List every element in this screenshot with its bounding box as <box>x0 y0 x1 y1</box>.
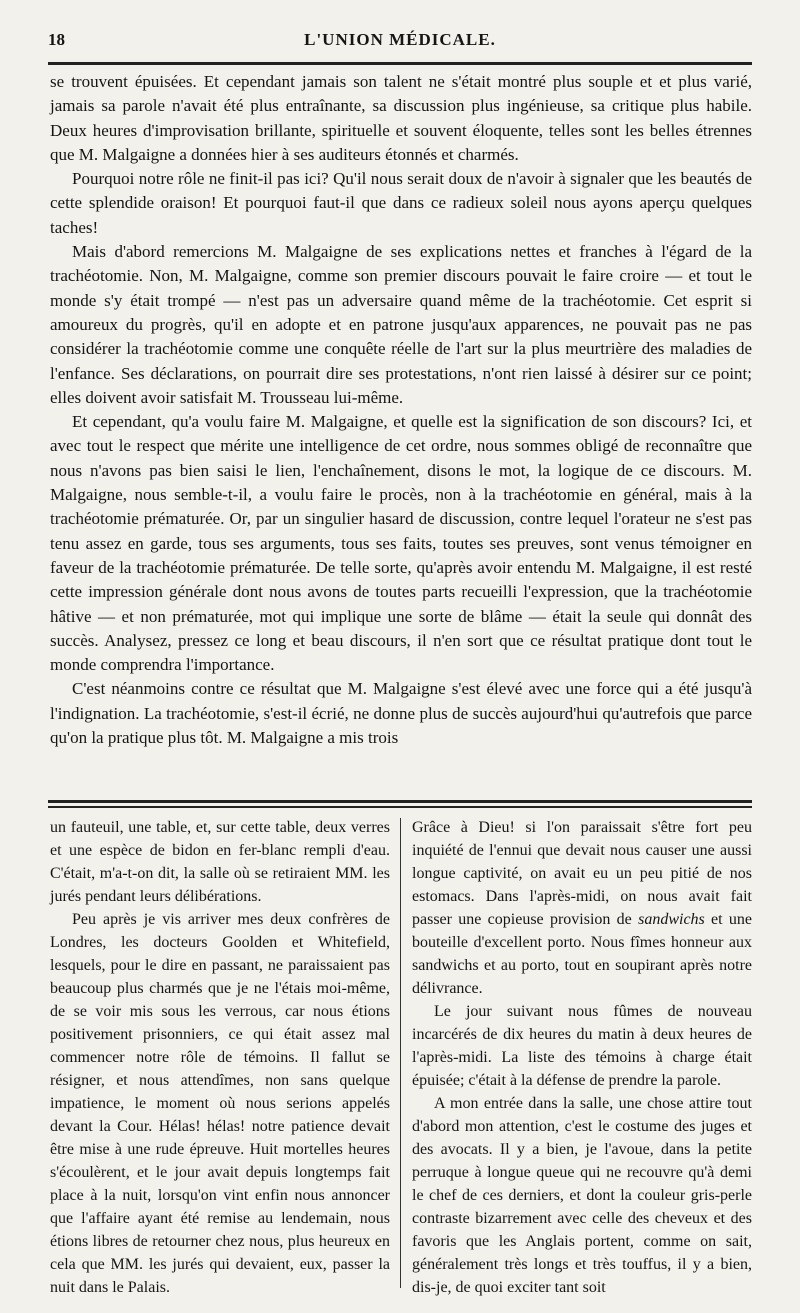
text-run: et une bouteille d'excellent porto. Nous fîmes honneur aux sandwichs et au porto, tout en soupirant après notre délivrance. <box>412 911 753 997</box>
article-paragraph: Mais d'abord remercions M. Malgaigne de ses explications nettes et franches à l'égard de la trachéotomie. Non, M. Malgaigne, comme son premier discours pouvait le faire croire — et tout le monde s'y était trompé — n'est pas un adversaire quand même de la trachéotomie. Cet esprit si amoureux du progrès, qu'il en adopte et en patrone jusqu'aux apparences, ne pouvait pas ne pas considérer la trachéotomie comme une conquête réelle de l'art sur la plus meurtrière des maladies de l'enfance. Ses déclarations, on pourrait dire ses protestations, n'ont rien laissé à désirer sur ce point; elles doivent avoir satisfait M. Trousseau lui-même. <box>50 242 752 407</box>
feuilleton-paragraph: Le jour suivant nous fûmes de nouveau incarcérés de dix heures du matin à deux heures de l'après-midi. La liste des témoins à charge était épuisée; c'était à la défense de prendre la parole. <box>412 1003 752 1089</box>
journal-title: L'UNION MÉDICALE. <box>304 30 496 49</box>
article-paragraph: se trouvent épuisées. Et cependant jamais son talent ne s'était montré plus souple et et plus varié, jamais sa parole n'avait été plus entraînante, sa discussion plus ingénieuse, sa critique plus habile. Deux heures d'improvisation brillante, spirituelle et souvent éloquente, telles sont les belles étrennes que M. Malgaigne a données hier à ses auditeurs étonnés et charmés. <box>50 72 752 164</box>
feuilleton-paragraph: A mon entrée dans la salle, une chose attire tout d'abord mon attention, c'est le costume des juges et des avocats. Il y a bien, je l'avoue, dans la petite perruque à longue queue qui ne recouvre qu'à demi le chef de ces derniers, et dont la couleur gris-perle contraste bizarrement avec celle des cheveux et des favoris que les Anglais portent, comme on sait, généralement très longs et très touffus, il y a bien, dis-je, de quoi exciter tant soit <box>412 1095 752 1296</box>
column-divider <box>400 818 401 1288</box>
page-number: 18 <box>48 30 65 49</box>
feuilleton-left-column <box>50 816 390 1299</box>
page-header <box>48 28 752 58</box>
article-paragraph: C'est néanmoins contre ce résultat que M. Malgaigne s'est élevé avec une force qui a été jusqu'à l'indignation. La trachéotomie, s'est-il écrié, ne donne plus de succès aujourd'hui qu'autrefois que parce qu'on la pratique plus tôt. M. Malgaigne a mis trois <box>50 679 752 748</box>
feuilleton-rule <box>48 800 752 803</box>
article-paragraph: Pourquoi notre rôle ne finit-il pas ici? Qu'il nous serait doux de n'avoir à signaler que les beautés de cette splendide oraison! Et pourquoi faut-il que dans ce radieux soleil nous ayons aperçu quelques taches! <box>50 169 752 237</box>
feuilleton-rule <box>48 806 752 808</box>
feuilleton-paragraph <box>412 816 752 1000</box>
italic-word: sandwichs <box>638 911 705 928</box>
feuilleton-paragraph: un fauteuil, une table, et, sur cette table, deux verres et une espèce de bidon en fer-blanc rempli d'eau. C'était, m'a-t-on dit, la salle où se retiraient MM. les jurés pendant leurs délibérations. <box>50 819 390 905</box>
text-run: Grâce à Dieu! si l'on paraissait s'être fort peu inquiété de l'ennui que devait nous causer une aussi longue captivité, on avait eu un peu pitié de nos estomacs. Dans l'après-midi, on nous avait fait passer une copieuse provision de <box>412 819 752 928</box>
article-paragraph: Et cependant, qu'a voulu faire M. Malgaigne, et quelle est la signification de son discours? Ici, et avec tout le respect que mérite une intelligence de cet ordre, nous sommes obligé de reconnaître que nous n'avons pas bien saisi le lien, l'enchaînement, disons le mot, la logique de ce discours. M. Malgaigne, nous semble-t-il, a voulu faire le procès, non à la trachéotomie en général, mais à la trachéotomie prématurée. Or, par un singulier hasard de discussion, contre lequel l'orateur ne s'est pas tenu assez en garde, tous ses arguments, tous ses faits, toutes ses preuves, sont venus témoigner en faveur de la trachéotomie prématurée. De telle sorte, qu'après avoir entendu M. Malgaigne, il est resté cette impression générale dont nous avons de toutes parts recueilli l'expression, que la trachéotomie hâtive — et non prématurée, mot qui implique une sorte de blâme — était la seule qui donnât des succès. Analysez, pressez ce long et beau discours, il n'en sort que ce résultat pratique dont tout le monde comprendra l'importance. <box>50 412 752 675</box>
header-rule <box>48 62 752 65</box>
main-article <box>50 70 752 750</box>
feuilleton-right-column <box>412 816 752 1299</box>
feuilleton-paragraph: Peu après je vis arriver mes deux confrères de Londres, les docteurs Goolden et Whitefield, lesquels, pour le dire en passant, ne paraissaient pas beaucoup plus charmés que je ne l'étais moi-même, de se voir mis sous les verrous, car nous étions positivement prisonniers, ce qui était assez mal commencer notre rôle de témoins. Il fallut se résigner, et nous attendîmes, non sans quelque impatience, le moment où nous serions appelés devant la Cour. Hélas! hélas! notre patience devait être mise à une rude épreuve. Huit mortelles heures s'écoulèrent, et le jour avait depuis longtemps fait place à la nuit, lorsqu'on vint enfin nous annoncer que l'affaire ayant été remise au lendemain, nous étions libres de retourner chez nous, plus heureux en cela que MM. les jurés qui devaient, eux, passer la nuit dans le Palais. <box>50 911 390 1296</box>
